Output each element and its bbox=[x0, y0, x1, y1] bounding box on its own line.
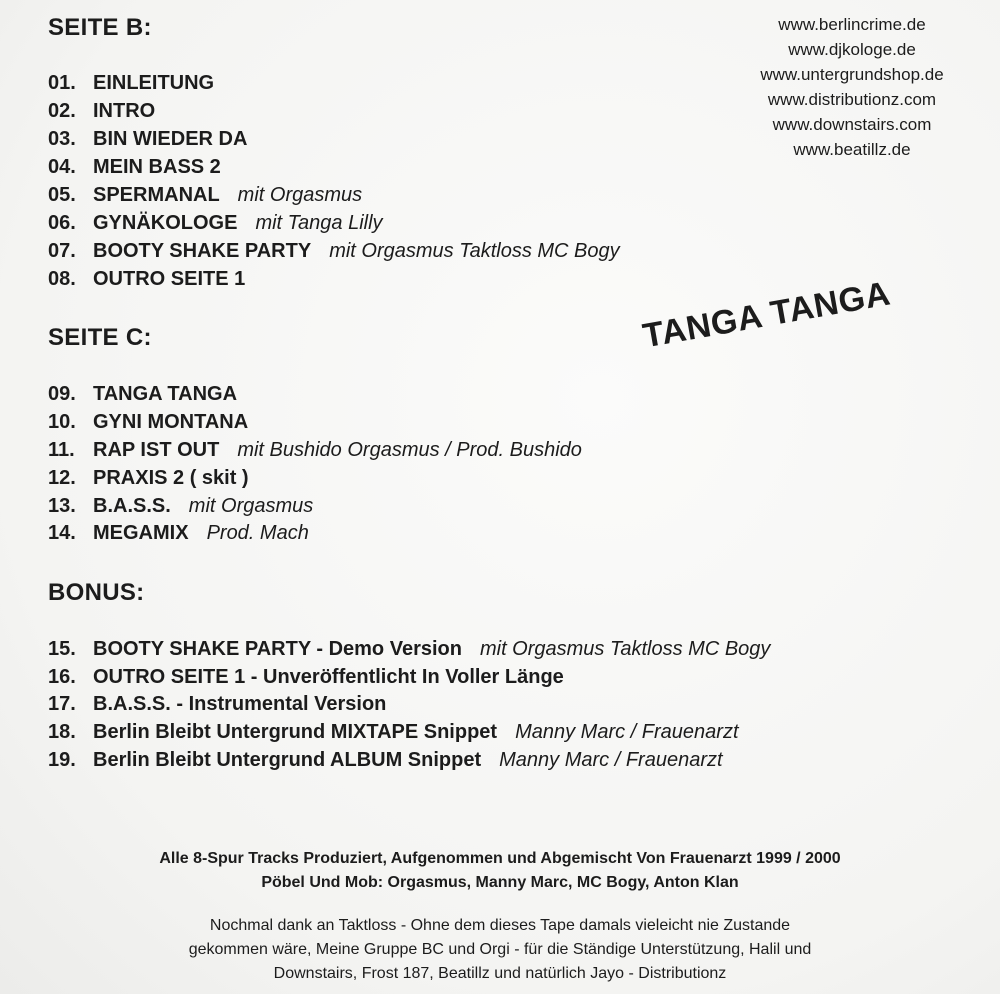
track-row bbox=[48, 721, 739, 744]
track-number: 01. bbox=[48, 72, 76, 94]
credits-line: Alle 8-Spur Tracks Produziert, Aufgenommen und Abgemischt Von Frauenarzt 1999 / 2000 bbox=[159, 850, 841, 867]
track-row bbox=[48, 156, 221, 179]
track-title: EINLEITUNG bbox=[93, 72, 215, 94]
track-title: BOOTY SHAKE PARTY - Demo Version bbox=[93, 638, 462, 660]
track-title: GYNÄKOLOGE bbox=[93, 212, 238, 234]
track-row bbox=[48, 411, 248, 434]
track-row bbox=[48, 439, 582, 462]
track-title: B.A.S.S. bbox=[93, 495, 171, 517]
track-row bbox=[48, 268, 245, 291]
url-link[interactable]: www.beatillz.de bbox=[793, 140, 911, 159]
track-row bbox=[48, 693, 386, 716]
track-credit: Prod. Mach bbox=[206, 522, 309, 544]
track-number: 07. bbox=[48, 240, 76, 262]
track-number: 03. bbox=[48, 128, 76, 150]
track-credit: Manny Marc / Frauenarzt bbox=[515, 721, 739, 743]
track-title: INTRO bbox=[93, 100, 156, 122]
track-number: 18. bbox=[48, 721, 76, 743]
track-title: PRAXIS 2 ( skit ) bbox=[93, 467, 249, 489]
url-link[interactable]: www.downstairs.com bbox=[772, 115, 932, 134]
stamp-title: TANGA TANGA bbox=[640, 274, 894, 356]
thanks-line: Nochmal dank an Taktloss - Ohne dem dieses Tape damals vieleicht nie Zustande bbox=[209, 917, 791, 934]
url-link[interactable]: www.distributionz.com bbox=[767, 90, 937, 109]
track-credit: mit Orgasmus Taktloss MC Bogy bbox=[329, 240, 620, 262]
track-credit: mit Tanga Lilly bbox=[255, 212, 383, 234]
credits-line: Pöbel Und Mob: Orgasmus, Manny Marc, MC Bogy, Anton Klan bbox=[261, 874, 739, 891]
track-row bbox=[48, 522, 309, 545]
url-list bbox=[722, 12, 982, 162]
track-title: OUTRO SEITE 1 - Unveröffentlicht In Voller Länge bbox=[93, 666, 564, 688]
thanks-line: gekommen wäre, Meine Gruppe BC und Orgi - für die Ständige Unterstützung, Halil und bbox=[188, 941, 812, 958]
section-title: SEITE C: bbox=[48, 324, 152, 351]
track-row bbox=[48, 666, 564, 689]
track-title: BIN WIEDER DA bbox=[93, 128, 248, 150]
section-title: SEITE B: bbox=[48, 14, 152, 41]
track-row bbox=[48, 638, 770, 661]
track-number: 06. bbox=[48, 212, 76, 234]
track-row bbox=[48, 72, 214, 95]
track-number: 14. bbox=[48, 522, 76, 544]
track-title: TANGA TANGA bbox=[93, 383, 238, 405]
track-number: 10. bbox=[48, 411, 76, 433]
track-row bbox=[48, 749, 723, 772]
track-credit: Manny Marc / Frauenarzt bbox=[499, 749, 723, 771]
track-title: MEGAMIX bbox=[93, 522, 189, 544]
track-number: 17. bbox=[48, 693, 76, 715]
track-number: 11. bbox=[48, 439, 75, 461]
track-row bbox=[48, 467, 249, 490]
track-number: 15. bbox=[48, 638, 76, 660]
track-number: 05. bbox=[48, 184, 76, 206]
track-number: 04. bbox=[48, 156, 76, 178]
url-link[interactable]: www.untergrundshop.de bbox=[760, 65, 944, 84]
track-credit: mit Bushido Orgasmus / Prod. Bushido bbox=[237, 439, 582, 461]
track-credit: mit Orgasmus bbox=[188, 495, 314, 517]
track-number: 12. bbox=[48, 467, 76, 489]
track-title: OUTRO SEITE 1 bbox=[93, 268, 246, 290]
track-credit: mit Orgasmus Taktloss MC Bogy bbox=[479, 638, 771, 660]
track-title: MEIN BASS 2 bbox=[93, 156, 221, 178]
track-number: 16. bbox=[48, 666, 76, 688]
track-title: Berlin Bleibt Untergrund ALBUM Snippet bbox=[93, 749, 482, 771]
track-number: 13. bbox=[48, 495, 76, 517]
track-title: GYNI MONTANA bbox=[93, 411, 249, 433]
url-link[interactable]: www.berlincrime.de bbox=[778, 15, 926, 34]
track-title: SPERMANAL bbox=[93, 184, 220, 206]
track-row bbox=[48, 212, 383, 235]
track-title: Berlin Bleibt Untergrund MIXTAPE Snippet bbox=[93, 721, 498, 743]
track-row bbox=[48, 495, 313, 518]
track-row bbox=[48, 128, 247, 151]
thanks-text bbox=[0, 914, 1000, 986]
track-title: RAP IST OUT bbox=[93, 439, 220, 461]
thanks-line: Downstairs, Frost 187, Beatillz und natürlich Jayo - Distributionz bbox=[273, 965, 727, 982]
track-row bbox=[48, 383, 237, 406]
production-credits bbox=[0, 847, 1000, 895]
track-title: B.A.S.S. - Instrumental Version bbox=[93, 693, 387, 715]
url-link[interactable]: www.djkologe.de bbox=[788, 40, 916, 59]
track-title: BOOTY SHAKE PARTY bbox=[93, 240, 312, 262]
section-title: BONUS: bbox=[48, 579, 145, 606]
track-number: 09. bbox=[48, 383, 76, 405]
track-number: 02. bbox=[48, 100, 76, 122]
track-row bbox=[48, 240, 620, 263]
track-row bbox=[48, 184, 362, 207]
track-number: 19. bbox=[48, 749, 76, 771]
track-number: 08. bbox=[48, 268, 76, 290]
track-credit: mit Orgasmus bbox=[237, 184, 363, 206]
track-row bbox=[48, 100, 155, 123]
